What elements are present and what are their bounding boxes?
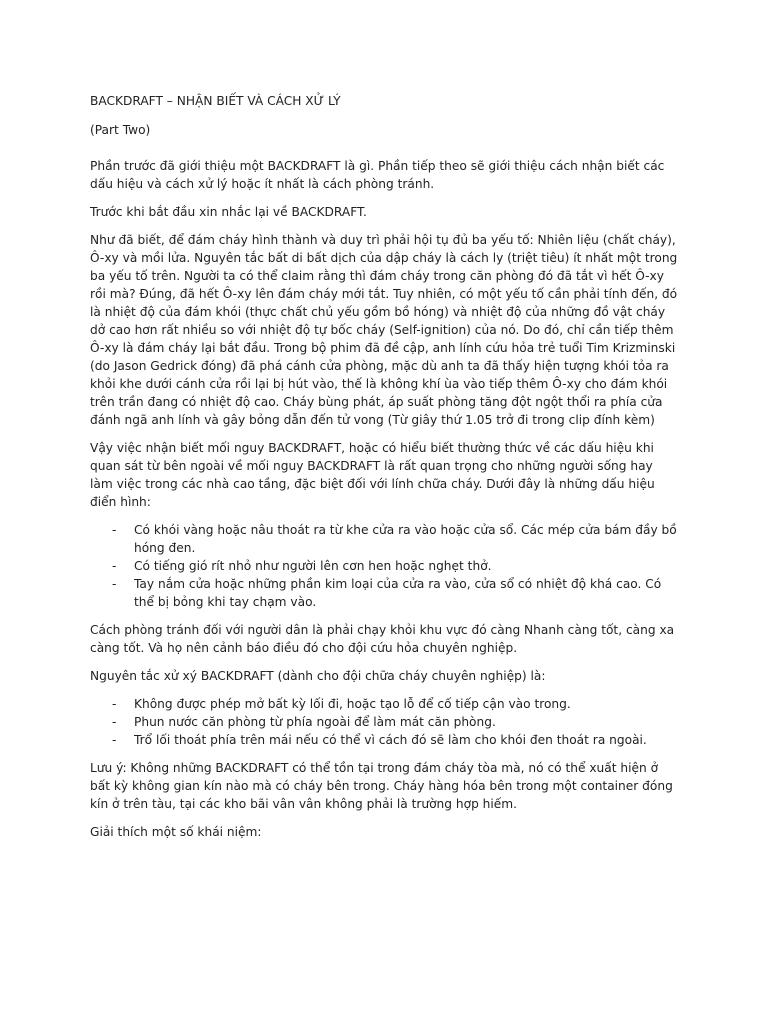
list-item — [90, 575, 678, 611]
list-item — [90, 521, 678, 557]
reminder-paragraph: Trước khi bắt đầu xin nhắc lại về BACKDRAFT. — [90, 205, 367, 219]
signs-paragraph: Vậy việc nhận biết mối nguy BACKDRAFT, hoặc có hiểu biết thường thức về các dấu hiệu khi quan sát từ bên ngoài về mối nguy BACKDRAFT là rất quan trọng cho những người sống hay làm việc trong các nhà cao tầng, đặc biệt đối với lính chữa cháy. Dưới đây là những dấu hiệu điển hình: — [90, 441, 655, 509]
list-item-text: Tay nắm cửa hoặc những phần kim loại của cửa ra vào, cửa sổ có nhiệt độ khá cao. Có thể bị bỏng khi tay chạm vào. — [134, 577, 662, 609]
bullet-dash: - — [112, 733, 117, 747]
bullet-dash: - — [112, 697, 117, 711]
document-page — [90, 92, 678, 851]
document-title: BACKDRAFT – NHẬN BIẾT VÀ CÁCH XỬ LÝ — [90, 94, 341, 108]
list-item-text: Phun nước căn phòng từ phía ngoài để làm mát căn phòng. — [134, 715, 496, 729]
recap-paragraph: Như đã biết, để đám cháy hình thành và duy trì phải hội tụ đủ ba yếu tố: Nhiên liệu (chất cháy), Ô-xy và mồi lửa. Nguyên tắc bất di bất dịch của dập cháy là cách ly (triệt tiêu) ít nhất một trong ba yếu tố trên. Người ta có thể claim rằng thì đám cháy trong căn phòng đó đã tắt vì hết Ô-xy rồi mà? Đúng, đã hết Ô-xy lên đám cháy mới tắt. Tuy nhiên, có một yếu tố cần phải tính đến, đó là nhiệt độ của đám khói (thực chất chủ yếu gồm bồ hóng) và nhiệt độ của những đồ vật cháy dở cao hơn rất nhiều so với nhiệt độ tự bốc cháy (Self-ignition) của nó. Do đó, chỉ cần tiếp thêm Ô-xy là đám cháy lại bắt đầu. Trong bộ phim đã đề cập, anh lính cứu hỏa trẻ tuổi Tim Krizminski (do Jason Gedrick đóng) đã phá cánh cửa phòng, mặc dù anh ta đã thấy hiện tượng khói tỏa ra khỏi khe dưới cánh cửa rồi lại bị hút vào, thế là không khí ùa vào tiếp thêm Ô-xy cho đám khói trên trần đang có nhiệt độ cao. Cháy bùng phát, áp suất phòng tăng đột ngột thổi ra phía cửa đánh ngã anh lính và gây bỏng dẫn đến tử vong (Từ giây thứ 1.05 trở đi trong clip đính kèm) — [90, 233, 678, 427]
bullet-dash: - — [112, 559, 117, 573]
principles-list — [90, 695, 678, 749]
list-item — [90, 695, 678, 713]
signs-list — [90, 521, 678, 611]
bullet-dash: - — [112, 523, 117, 537]
list-item — [90, 731, 678, 749]
intro-paragraph: Phần trước đã giới thiệu một BACKDRAFT là gì. Phần tiếp theo sẽ giới thiệu cách nhận biết các dấu hiệu và cách xử lý hoặc ít nhất là cách phòng tránh. — [90, 159, 665, 191]
bullet-dash: - — [112, 577, 117, 591]
list-item — [90, 713, 678, 731]
avoid-paragraph: Cách phòng tránh đối với người dân là phải chạy khỏi khu vực đó càng Nhanh càng tốt, càng xa càng tốt. Và họ nên cảnh báo điều đó cho đội cứu hỏa chuyên nghiệp. — [90, 623, 675, 655]
document-subtitle: (Part Two) — [90, 123, 151, 137]
list-item — [90, 557, 678, 575]
list-item-text: Trổ lối thoát phía trên mái nếu có thể vì cách đó sẽ làm cho khói đen thoát ra ngoài. — [134, 733, 647, 747]
list-item-text: Có tiếng gió rít nhỏ như người lên cơn hen hoặc nghẹt thở. — [134, 559, 492, 573]
principles-heading: Nguyên tắc xử xý BACKDRAFT (dành cho đội chữa cháy chuyên nghiệp) là: — [90, 669, 546, 683]
list-item-text: Có khói vàng hoặc nâu thoát ra từ khe cửa ra vào hoặc cửa sổ. Các mép cửa bám đầy bồ hóng đen. — [134, 523, 677, 555]
bullet-dash: - — [112, 715, 117, 729]
list-item-text: Không được phép mở bất kỳ lối đi, hoặc tạo lỗ để cố tiếp cận vào trong. — [134, 697, 571, 711]
glossary-heading: Giải thích một số khái niệm: — [90, 825, 262, 839]
note-paragraph: Lưu ý: Không những BACKDRAFT có thể tồn tại trong đám cháy tòa mà, nó có thể xuất hiện ở bất kỳ không gian kín nào mà có cháy bên trong. Cháy hàng hóa bên trong một container đóng kín ở trên tàu, tại các kho bãi vân vân không phải là trường hợp hiếm. — [90, 761, 673, 811]
